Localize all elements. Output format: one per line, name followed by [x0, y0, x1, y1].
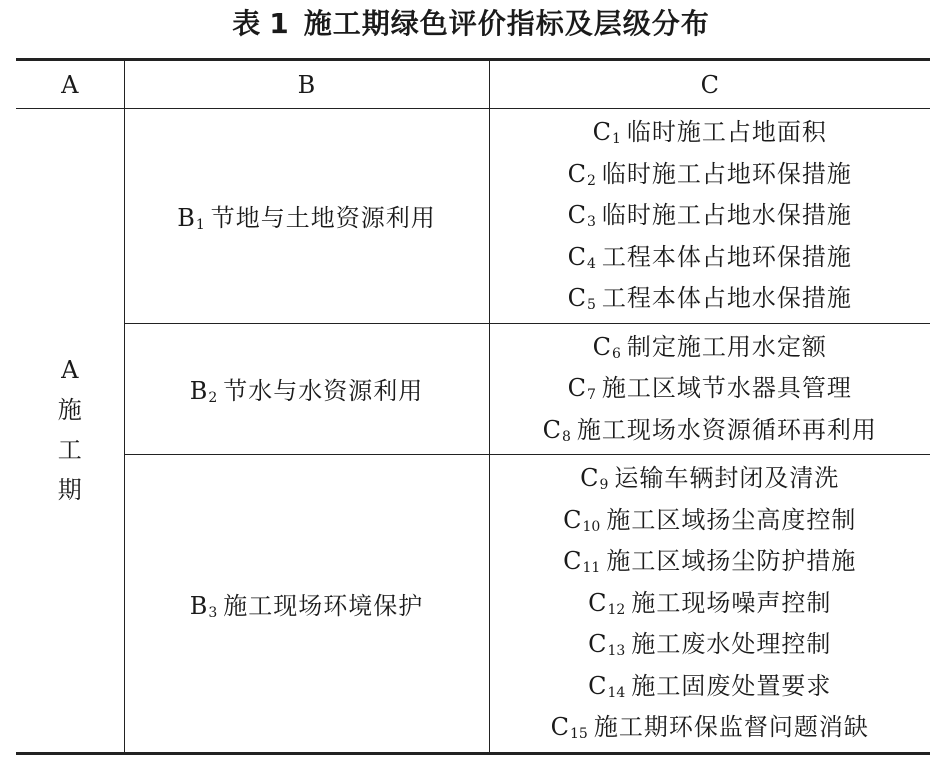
c-letter: C	[588, 588, 608, 617]
header-c: C	[489, 60, 930, 109]
c-subscript: 11	[582, 560, 601, 576]
c-text: 施工区域扬尘高度控制	[606, 505, 857, 534]
c-letter: C	[542, 415, 562, 444]
c-subscript: 5	[586, 297, 596, 313]
c-item	[490, 278, 931, 320]
level-a-label	[58, 350, 82, 510]
c-subscript: 3	[586, 214, 596, 230]
c-item	[490, 195, 931, 237]
level-b-label	[190, 377, 424, 405]
table-title-prefix: 表	[232, 7, 262, 40]
indicator-table-container	[16, 58, 930, 763]
level-b-cell	[124, 109, 489, 324]
c-letter: C	[567, 159, 587, 188]
level-a-char: 施	[57, 396, 82, 425]
header-a: A	[16, 60, 124, 109]
c-subscript: 1	[611, 131, 621, 147]
c-item	[490, 112, 931, 154]
c-item	[490, 707, 931, 749]
c-letter: C	[567, 201, 587, 229]
c-item	[490, 624, 931, 666]
group-row-b3	[16, 455, 930, 754]
c-subscript: 14	[607, 684, 626, 701]
c-item	[490, 154, 931, 196]
indicator-table	[16, 58, 930, 755]
c-text: 工程本体占地环保措施	[601, 242, 852, 271]
b-letter: B	[177, 204, 196, 233]
c-letter: C	[563, 547, 583, 575]
c-letter: C	[563, 505, 583, 534]
c-letter: C	[567, 374, 587, 402]
c-letter: C	[550, 713, 571, 741]
level-c-cell	[489, 323, 930, 455]
table-title-text: 施工期绿色评价指标及层级分布	[303, 7, 710, 40]
c-text: 施工区域节水器具管理	[601, 374, 852, 402]
level-a-cell	[16, 109, 124, 754]
c-item	[490, 666, 931, 708]
b-subscript: 3	[208, 604, 218, 621]
c-text: 施工现场水资源循环再利用	[576, 415, 877, 444]
c-subscript: 8	[561, 428, 571, 445]
header-row	[16, 60, 930, 109]
level-b-label	[177, 204, 436, 232]
c-text: 临时施工占地面积	[626, 118, 827, 146]
c-item	[490, 237, 931, 279]
c-letter: C	[580, 464, 600, 492]
b-subscript: 2	[208, 390, 218, 407]
c-item	[490, 583, 931, 625]
c-text: 施工期环保监督问题消缺	[593, 713, 869, 741]
level-a-char: 期	[57, 476, 82, 505]
group-row-b1	[16, 109, 930, 324]
level-b-cell	[124, 323, 489, 455]
c-text: 工程本体占地水保措施	[601, 284, 852, 312]
c-item	[490, 541, 931, 583]
c-item	[490, 368, 931, 410]
level-b-cell	[124, 455, 489, 754]
c-text: 运输车辆封闭及清洗	[614, 464, 840, 492]
c-subscript: 12	[607, 601, 626, 618]
b-text: 节水与水资源利用	[223, 377, 424, 406]
header-b: B	[124, 60, 489, 109]
c-letter: C	[592, 332, 612, 361]
level-c-cell	[489, 455, 930, 754]
b-subscript: 1	[195, 217, 205, 234]
c-letter: C	[588, 630, 608, 658]
level-a-char: 工	[57, 436, 82, 465]
table-title-number: 1	[269, 7, 290, 40]
c-letter: C	[592, 118, 612, 146]
b-letter: B	[189, 377, 209, 406]
c-subscript: 4	[586, 255, 596, 272]
table-title	[0, 2, 942, 46]
c-text: 施工废水处理控制	[631, 630, 832, 658]
level-a-char: A	[61, 356, 79, 385]
c-subscript: 9	[599, 477, 609, 493]
level-c-cell	[489, 109, 930, 324]
c-text: 制定施工用水定额	[626, 332, 827, 361]
c-subscript: 2	[586, 172, 596, 189]
level-b-label	[190, 592, 424, 620]
c-item	[490, 458, 931, 500]
c-subscript: 15	[570, 726, 588, 742]
c-item	[490, 327, 931, 369]
b-letter: B	[189, 591, 209, 620]
c-item	[490, 410, 931, 452]
c-subscript: 6	[611, 345, 621, 362]
b-text: 施工现场环境保护	[223, 591, 424, 620]
c-text: 临时施工占地水保措施	[601, 201, 852, 229]
c-letter: C	[567, 242, 587, 271]
c-item	[490, 500, 931, 542]
c-text: 临时施工占地环保措施	[601, 159, 852, 188]
c-text: 施工区域扬尘防护措施	[606, 547, 857, 575]
c-subscript: 7	[586, 387, 596, 403]
c-letter: C	[567, 284, 587, 312]
c-letter: C	[588, 671, 608, 700]
c-subscript: 10	[582, 518, 601, 535]
c-text: 施工固废处置要求	[631, 671, 832, 700]
group-row-b2	[16, 323, 930, 455]
b-text: 节地与土地资源利用	[210, 204, 436, 233]
c-subscript: 13	[607, 643, 626, 659]
c-text: 施工现场噪声控制	[631, 588, 832, 617]
